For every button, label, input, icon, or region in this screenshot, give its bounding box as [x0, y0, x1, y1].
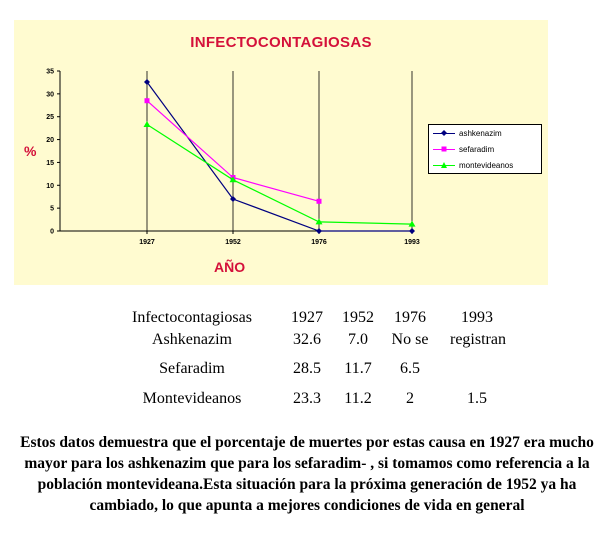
table-header-1952: 1952	[342, 309, 374, 326]
y-tick-label: 30	[46, 91, 54, 99]
y-axis-label: %	[24, 143, 37, 159]
x-tick-label: 1952	[225, 239, 241, 246]
table-cell: 6.5	[400, 360, 420, 377]
table-header-label: Infectocontagiosas	[132, 309, 252, 326]
row-label: Montevideanos	[142, 390, 242, 407]
legend-item-sefaradim	[429, 142, 541, 157]
x-tick-label: 1976	[311, 239, 327, 246]
x-tick-label: 1927	[139, 239, 155, 246]
legend-item-montevideanos	[429, 158, 541, 173]
diamond-marker-icon	[441, 130, 447, 136]
chart-panel	[14, 20, 548, 285]
triangle-marker-icon	[441, 162, 447, 168]
chart-title: INFECTOCONTAGIOSAS	[190, 34, 372, 51]
x-axis-label: AÑO	[214, 259, 246, 275]
x-tick-label: 1993	[404, 239, 420, 246]
row-label: Ashkenazim	[152, 331, 232, 348]
legend-label: ashkenazim	[459, 129, 502, 138]
data-point-sefaradim	[317, 199, 322, 204]
row-label: Sefaradim	[159, 360, 225, 377]
table-header-1993: 1993	[461, 309, 493, 326]
table-header-1976: 1976	[394, 309, 426, 326]
table-cell: 11.7	[344, 360, 372, 377]
legend-label: montevideanos	[459, 161, 514, 170]
table-cell: 7.0	[348, 331, 368, 348]
y-tick-label: 0	[50, 228, 54, 236]
legend	[428, 124, 542, 174]
data-point-ashkenazim	[409, 228, 415, 234]
y-tick-label: 5	[50, 205, 54, 213]
table-cell: No se	[391, 331, 429, 348]
square-marker-icon	[441, 146, 447, 152]
table-cell: 23.3	[293, 390, 321, 407]
series-line-montevideanos	[147, 124, 412, 224]
y-tick-label: 25	[46, 114, 54, 122]
y-tick-label: 15	[46, 159, 54, 167]
y-tick-label: 20	[46, 137, 54, 145]
data-point-ashkenazim	[316, 228, 322, 234]
y-tick-label: 35	[46, 68, 54, 76]
table-cell: 2	[406, 390, 414, 407]
footnote-text: Estos datos demuestra que el porcentaje de muertes por estas causa en 1927 era mucho mayor para los ashkenazim que para los sefaradim- , si tomamos como referencia a la población montevideana.Esta situación para la próxima generación de 1952 ya ha cambiado, lo que apunta a mejores condiciones de vida en general	[20, 434, 594, 514]
legend-label: sefaradim	[459, 145, 495, 154]
y-tick-label: 10	[46, 182, 54, 190]
table-cell: 11.2	[344, 390, 372, 407]
table-cell: 32.6	[293, 331, 321, 348]
table-header-1927: 1927	[291, 309, 323, 326]
legend-item-ashkenazim	[429, 126, 541, 141]
series-line-ashkenazim	[147, 82, 412, 231]
data-point-montevideanos	[144, 121, 151, 127]
table-cell: 1.5	[467, 390, 487, 407]
table-cell: 28.5	[293, 360, 321, 377]
data-point-sefaradim	[145, 98, 150, 103]
table-cell: registran	[450, 331, 506, 348]
